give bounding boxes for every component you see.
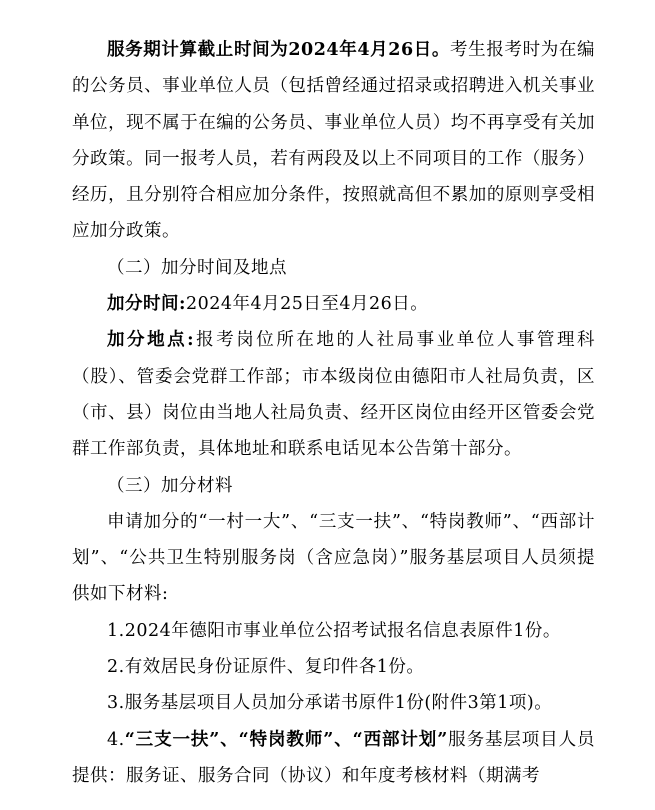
item4-bold: “三支一扶”、“特岗教师”、“西部计划” [124,729,448,750]
place-label: 加分地点: [107,330,195,351]
item4-prefix: 4. [107,729,125,750]
time-label: 加分时间: [107,294,186,315]
heading-time-place: （二）加分时间及地点 [107,257,287,278]
paragraph-time [72,286,595,322]
item4-text: 服务基层项目人员提供：服务证、服务合同（协议）和年度考核材料（期满考 [72,729,595,786]
list-item-1: 1.2024年德阳市事业单位公招考试报名信息表原件1份。 [107,620,561,641]
paragraph-service-period [72,32,595,250]
paragraph-place [72,322,595,467]
list-item-4 [72,722,595,795]
list-item-2: 2.有效居民身份证原件、复印件各1份。 [107,657,425,678]
time-text: 2024年4月25日至4月26日。 [185,294,429,315]
service-deadline-bold: 服务期计算截止时间为2024年4月26日。 [107,40,451,60]
heading-materials: （三）加分材料 [107,475,233,496]
place-text: 报考岗位所在地的人社局事业单位人事管理科（股）、管委会党群工作部；市本级岗位由德阳市人社局负责，区（市、县）岗位由当地人社局负责、经开区岗位由经开区管委会党群工作部负责，具体地址和联系电话见本公告第十部分。 [72,330,595,460]
list-item-3: 3.服务基层项目人员加分承诺书原件1份(附件3第1项)。 [107,693,553,714]
paragraph-materials-intro: 申请加分的“一村一大”、“三支一扶”、“特岗教师”、“西部计划”、“公共卫生特别服务岗（含应急岗）”服务基层项目人员须提供如下材料: [72,511,595,605]
service-period-text: 考生报考时为在编的公务员、事业单位人员（包括曾经通过招录或招聘进入机关事业单位，现不属于在编的公务员、事业单位人员）均不再享受有关加分政策。同一报考人员，若有两段及以上不同项目的工作（服务）经历，且分别符合相应加分条件，按照就高但不累加的原则享受相应加分政策。 [72,40,595,242]
